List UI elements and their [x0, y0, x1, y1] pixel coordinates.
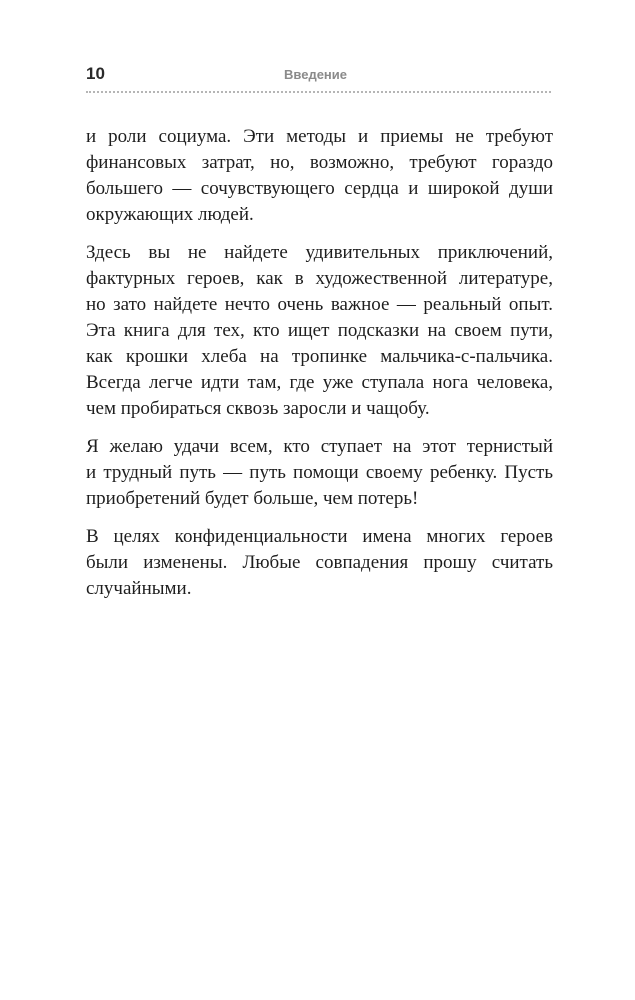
text-line: В целях конфиденциальности имена многих героев: [86, 526, 553, 547]
text-line: Всегда легче идти там, где уже ступала нога человека,: [86, 372, 553, 393]
text-line: случайными.: [86, 578, 192, 599]
page-number: 10: [86, 64, 105, 83]
paragraph: [86, 124, 553, 228]
text-line: и роли социума. Эти методы и приемы не требуют: [86, 126, 553, 147]
text-line: фактурных героев, как в художественной литературе,: [86, 268, 553, 289]
text-line: окружающих людей.: [86, 204, 254, 225]
text-line: большего — сочувствующего сердца и широкой души: [86, 178, 553, 199]
body-text: [86, 124, 553, 614]
text-line: Эта книга для тех, кто ищет подсказки на своем пути,: [86, 320, 553, 341]
paragraph: [86, 434, 553, 512]
header-divider: [86, 91, 551, 93]
page-header: [86, 62, 551, 86]
text-line: но зато найдете нечто очень важное — реальный опыт.: [86, 294, 553, 315]
text-line: приобретений будет больше, чем потерь!: [86, 488, 419, 509]
text-line: Я желаю удачи всем, кто ступает на этот тернистый: [86, 436, 553, 457]
paragraph: [86, 240, 553, 422]
text-line: Здесь вы не найдете удивительных приключений,: [86, 242, 553, 263]
text-line: как крошки хлеба на тропинке мальчика-с-пальчика.: [86, 346, 553, 367]
text-line: и трудный путь — путь помощи своему ребенку. Пусть: [86, 462, 553, 483]
running-head: Введение: [284, 67, 347, 82]
paragraph: [86, 524, 553, 602]
text-line: чем пробираться сквозь заросли и чащобу.: [86, 398, 430, 419]
text-line: были изменены. Любые совпадения прошу считать: [86, 552, 553, 573]
text-line: финансовых затрат, но, возможно, требуют гораздо: [86, 152, 553, 173]
